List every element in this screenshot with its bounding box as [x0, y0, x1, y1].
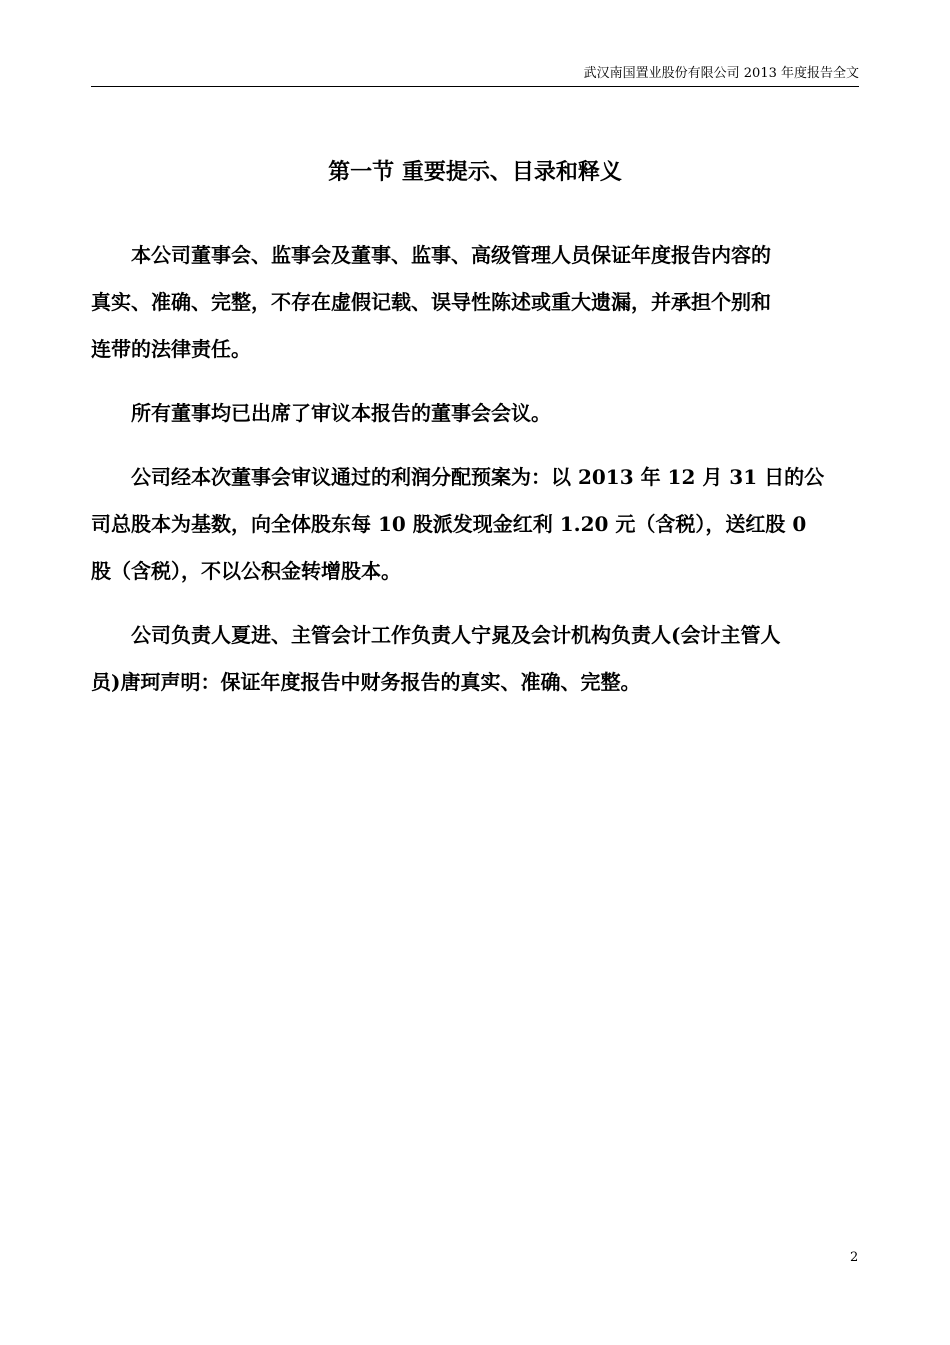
paragraph-line: 员)唐珂声明：保证年度报告中财务报告的真实、准确、完整。 — [91, 670, 641, 694]
paragraph-board-responsibility — [91, 232, 859, 373]
header-title: 武汉南国置业股份有限公司 2013 年度报告全文 — [583, 66, 859, 81]
paragraph-attendance — [91, 390, 859, 437]
paragraph-line: 公司负责人夏进、主管会计工作负责人宁晁及会计机构负责人(会计主管人 — [91, 623, 781, 647]
paragraph-spacer — [91, 437, 859, 454]
paragraph-line: 所有董事均已出席了审议本报告的董事会会议。 — [91, 401, 551, 425]
body-text — [91, 232, 859, 706]
paragraph-spacer — [91, 595, 859, 612]
paragraph-line: 真实、准确、完整，不存在虚假记载、误导性陈述或重大遗漏，并承担个别和 — [91, 290, 771, 314]
section-title: 第一节 重要提示、目录和释义 — [328, 159, 622, 185]
paragraph-line: 司总股本为基数，向全体股东每 10 股派发现金红利 1.20 元（含税），送红股 0 — [91, 512, 807, 536]
page-header — [91, 64, 859, 87]
paragraph-line: 公司经本次董事会审议通过的利润分配预案为：以 2013 年 12 月 31 日的公 — [91, 465, 825, 489]
paragraph-line: 连带的法律责任。 — [91, 337, 251, 361]
paragraph-line: 股（含税），不以公积金转增股本。 — [91, 559, 401, 583]
page-number: 2 — [850, 1250, 859, 1265]
paragraph-line: 本公司董事会、监事会及董事、监事、高级管理人员保证年度报告内容的 — [91, 243, 771, 267]
paragraph-financial-statement — [91, 612, 859, 706]
paragraph-profit-distribution — [91, 454, 859, 595]
paragraph-spacer — [91, 373, 859, 390]
